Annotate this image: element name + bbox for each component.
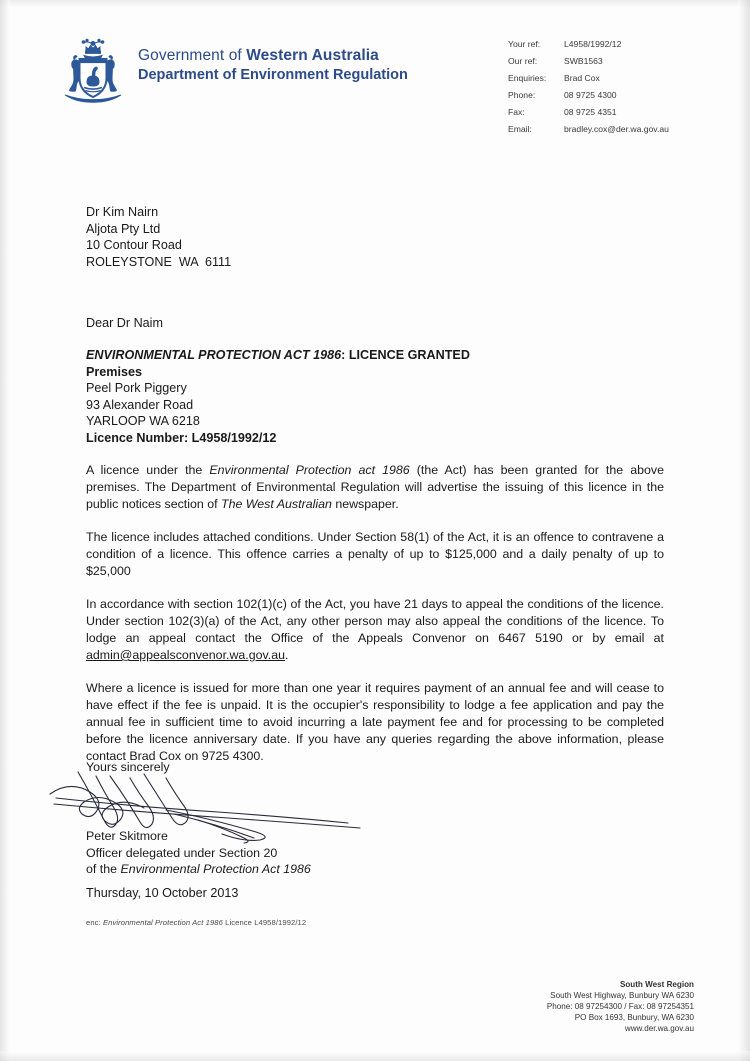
premises-street: 93 Alexander Road bbox=[86, 397, 194, 412]
scan-edge-top bbox=[0, 0, 750, 8]
email-value: bradley.cox@der.wa.gov.au bbox=[564, 124, 669, 135]
signer-name: Peter Skitmore bbox=[86, 829, 168, 843]
p1-act-italic: Environmental Protection act 1986 bbox=[209, 463, 410, 477]
enclosure-act-italic: Environmental Protection Act 1986 bbox=[102, 918, 223, 927]
licence-number: Licence Number: L4958/1992/12 bbox=[86, 430, 277, 445]
government-title bbox=[138, 46, 408, 65]
sign-off: Yours sincerely bbox=[86, 760, 170, 774]
footer-website: www.der.wa.gov.au bbox=[624, 1024, 694, 1033]
your-ref-value: L4958/1992/12 bbox=[564, 39, 622, 49]
scan-edge-bottom bbox=[0, 1051, 750, 1061]
department-title: Department of Environment Regulation bbox=[138, 67, 408, 84]
government-title-light: Government of bbox=[138, 47, 247, 64]
fax-value: 08 9725 4351 bbox=[564, 107, 617, 118]
p1-text-a: A licence under the bbox=[86, 463, 210, 477]
enquiries-label: Enquiries: bbox=[508, 73, 547, 84]
wa-coat-of-arms-crest-icon bbox=[62, 38, 124, 108]
phone-value: 08 9725 4300 bbox=[564, 90, 617, 101]
premises-name: Peel Pork Piggery bbox=[86, 381, 187, 395]
reference-block bbox=[508, 40, 669, 143]
addressee-street: 10 Contour Road bbox=[86, 238, 182, 252]
addressee-company: Aljota Pty Ltd bbox=[86, 221, 161, 236]
addressee-locality: ROLEYSTONE WA 6111 bbox=[86, 254, 232, 269]
body-paragraph-4: Where a licence is issued for more than one year it requires payment of an annual fee and will cease to have effect if the fee is unpaid. It is the occupier's responsibility to lodge a fee application and pay the annual fee in sufficient time to avoid incurring a late payment fee and for processing to be completed before the licence anniversary date. If you have any queries regarding the above information, please contact Brad Cox on 9725 4300. bbox=[86, 681, 664, 763]
signer-role-line2 bbox=[86, 861, 311, 878]
letter-body bbox=[86, 462, 664, 781]
reference-row-enquiries bbox=[508, 74, 669, 83]
page-footer bbox=[547, 979, 694, 1034]
enclosure-line bbox=[86, 918, 306, 927]
footer-region: South West Region bbox=[619, 980, 694, 989]
enclosure-suffix: Licence L4958/1992/12 bbox=[222, 918, 307, 927]
subject-act-italic: ENVIRONMENTAL PROTECTION ACT 1986 bbox=[86, 348, 342, 362]
reference-row-phone bbox=[508, 91, 669, 100]
signer-role-act-italic: Environmental Protection Act 1986 bbox=[120, 862, 311, 876]
our-ref-value: SWB1563 bbox=[564, 56, 603, 67]
premises-locality: YARLOOP WA 6218 bbox=[86, 414, 200, 428]
scan-edge-right bbox=[738, 0, 750, 1061]
reference-row-your-ref bbox=[508, 40, 669, 49]
your-ref-label: Your ref: bbox=[508, 39, 541, 49]
footer-po-box: PO Box 1693, Bunbury, WA 6230 bbox=[574, 1013, 694, 1022]
addressee-block bbox=[86, 204, 231, 270]
p3-text-a: In accordance with section 102(1)(c) of the Act, you have 21 days to appeal the conditions of the licence. Under section 102(3)(a) of the Act, any other person may also appeal the conditions of the licence. To lodge an appeal contact the Office of the Appeals Convenor on 6467 5190 or by email at bbox=[86, 597, 664, 645]
reference-row-our-ref bbox=[508, 57, 669, 66]
p3-text-b: . bbox=[285, 648, 289, 662]
signer-role-prefix: of the bbox=[86, 862, 121, 876]
subject-block bbox=[86, 347, 470, 446]
body-paragraph-2: The licence includes attached conditions. Under Section 58(1) of the Act, it is an offence to contravene a condition of a licence. This offence carries a penalty of up to $125,000 and a daily penalty of up to $25,000 bbox=[86, 530, 664, 578]
appeals-convenor-email-link[interactable]: admin@appealsconvenor.wa.gov.au bbox=[86, 648, 286, 662]
phone-label: Phone: bbox=[508, 90, 536, 101]
letterhead bbox=[62, 38, 408, 108]
our-ref-label: Our ref: bbox=[508, 56, 538, 67]
subject-heading bbox=[86, 347, 470, 364]
salutation: Dear Dr Naim bbox=[86, 316, 163, 330]
department-titles bbox=[138, 38, 408, 85]
p1-text-c: newspaper. bbox=[331, 497, 399, 511]
enclosure-prefix: enc: bbox=[86, 918, 103, 927]
scan-edge-left bbox=[0, 0, 10, 1061]
reference-row-email bbox=[508, 125, 669, 134]
body-paragraph-1 bbox=[86, 462, 664, 513]
p1-text-b: (the Act) has been granted for the above premises. The Department of Environmental Regulation will advertise the issuing of this licence in the public notices section of bbox=[86, 463, 664, 511]
premises-label: Premises bbox=[86, 364, 143, 379]
signer-block bbox=[86, 828, 311, 878]
fax-label: Fax: bbox=[508, 107, 525, 118]
footer-address: South West Highway, Bunbury WA 6230 bbox=[550, 991, 694, 1000]
p1-newspaper-italic: The West Australian bbox=[221, 497, 332, 511]
footer-contact: Phone: 08 97254300 / Fax: 08 97254351 bbox=[546, 1002, 694, 1011]
reference-row-fax bbox=[508, 108, 669, 117]
email-label: Email: bbox=[508, 124, 532, 135]
enquiries-value: Brad Cox bbox=[564, 73, 600, 84]
letter-date: Thursday, 10 October 2013 bbox=[86, 886, 239, 900]
addressee-name: Dr Kim Nairn bbox=[86, 205, 159, 219]
subject-act-suffix: : LICENCE GRANTED bbox=[341, 348, 470, 362]
signer-role-line1: Officer delegated under Section 20 bbox=[86, 845, 278, 860]
body-paragraph-3 bbox=[86, 596, 664, 664]
government-title-bold: Western Australia bbox=[246, 47, 379, 64]
